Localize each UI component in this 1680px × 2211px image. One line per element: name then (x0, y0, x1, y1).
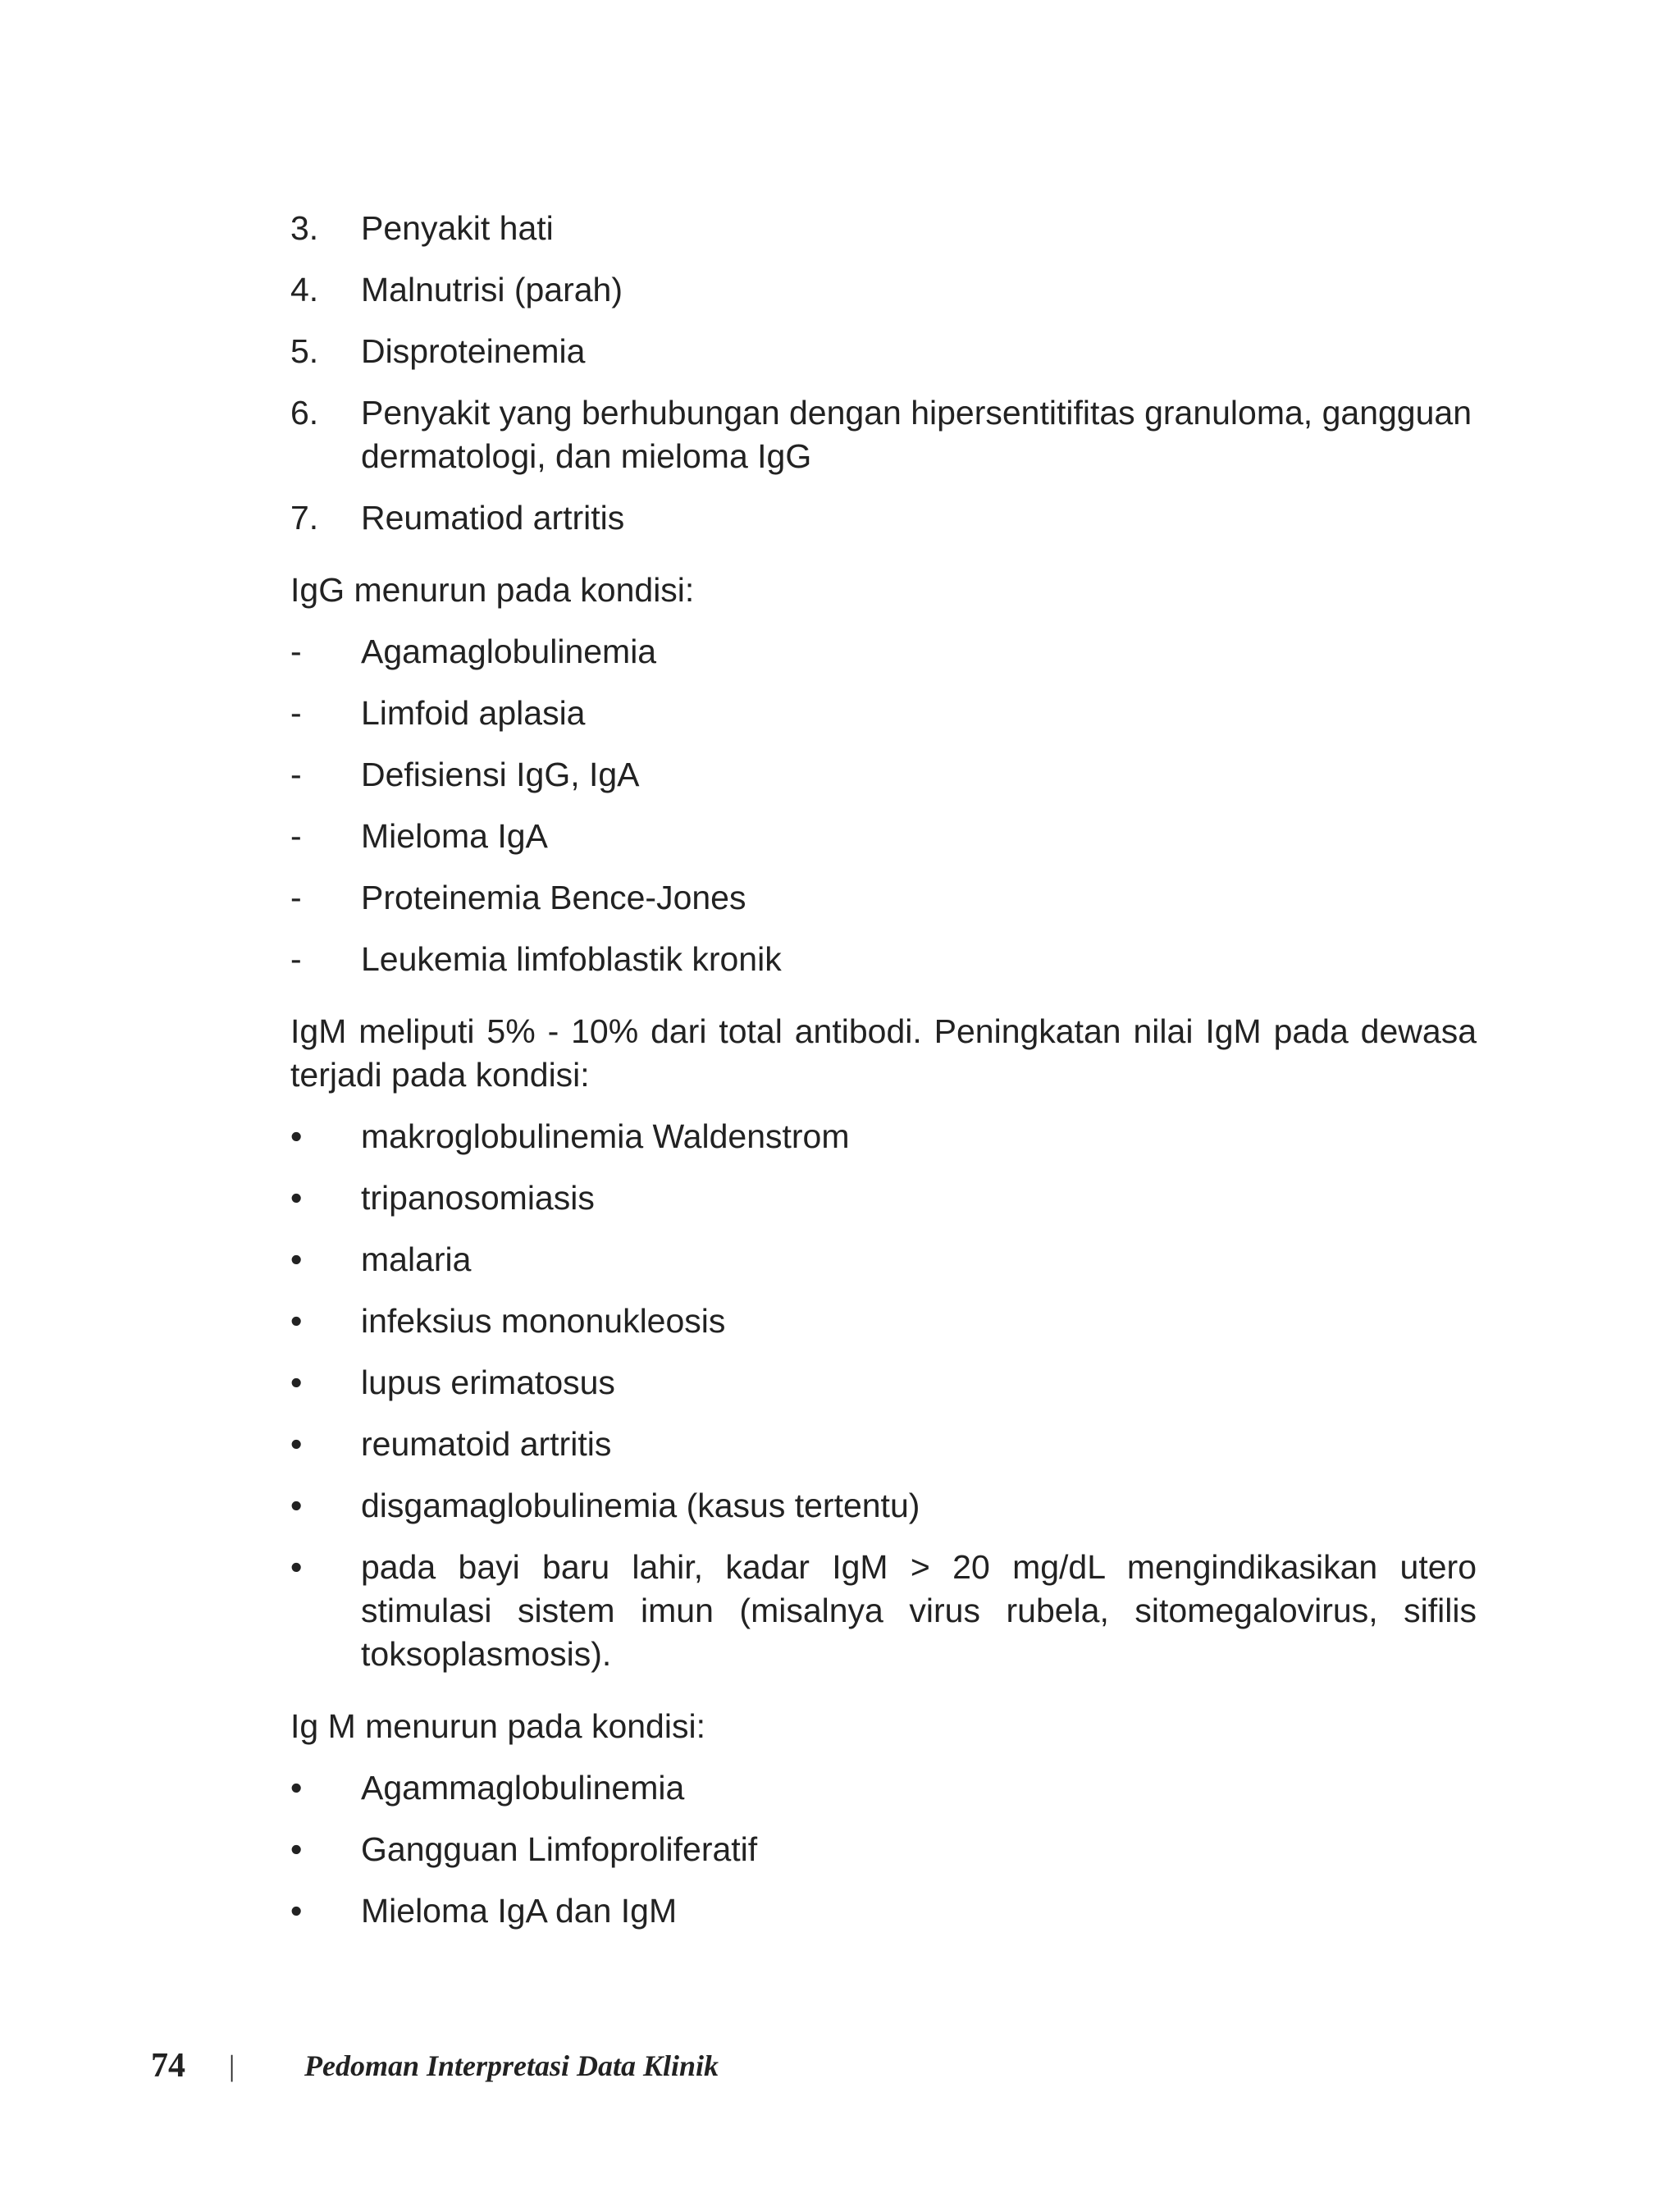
list-item (290, 1361, 1477, 1405)
list-marker: 4. (290, 271, 319, 308)
list-item-text: Disproteinemia (361, 332, 586, 370)
bullet-icon: • (290, 1769, 303, 1807)
list-item (290, 1546, 1477, 1676)
list-item (290, 1766, 1477, 1810)
list-item-text: Reumatiod artritis (361, 499, 625, 537)
list-item-text: Limfoid aplasia (361, 694, 586, 732)
list-item (290, 330, 1477, 373)
list-item-text: malaria (361, 1240, 472, 1278)
numbered-list (290, 207, 1477, 540)
list-item-text: tripanosomiasis (361, 1179, 595, 1217)
list-marker: - (290, 694, 302, 732)
igm-increase-list (290, 1115, 1477, 1676)
list-item (290, 1889, 1477, 1933)
footer-separator: | (229, 2049, 235, 2082)
list-item (290, 1828, 1477, 1871)
list-marker: 7. (290, 499, 319, 537)
list-item-text: Mieloma IgA dan IgM (361, 1892, 678, 1930)
list-marker: - (290, 817, 302, 855)
page-number: 74 (151, 2047, 185, 2085)
list-item (290, 1115, 1477, 1158)
bullet-icon: • (290, 1548, 303, 1586)
igm-decrease-heading: Ig M menurun pada kondisi: (290, 1707, 705, 1745)
list-item-text: lupus erimatosus (361, 1364, 615, 1401)
list-item (290, 630, 1477, 674)
page-footer (151, 2046, 719, 2085)
list-item (290, 692, 1477, 735)
list-marker: - (290, 940, 302, 978)
list-marker: - (290, 879, 302, 916)
list-item-text: infeksius mononukleosis (361, 1302, 726, 1340)
list-item-text: Malnutrisi (parah) (361, 271, 623, 308)
bullet-icon: • (290, 1830, 303, 1868)
igm-increase-heading: IgM meliputi 5% - 10% dari total antibodi. Peningkatan nilai IgM pada dewasa terjadi pada kondisi: (290, 1012, 1477, 1094)
list-item-text: Mieloma IgA (361, 817, 548, 855)
list-item-text: Proteinemia Bence-Jones (361, 879, 746, 916)
book-title: Pedoman Interpretasi Data Klinik (304, 2049, 719, 2082)
list-item-text: Penyakit yang berhubungan dengan hipersentitifitas granuloma, gangguan dermatologi, dan mieloma IgG (361, 394, 1472, 475)
list-item (290, 1238, 1477, 1281)
list-item-text: Leukemia limfoblastik kronik (361, 940, 782, 978)
page-content (290, 207, 1477, 1951)
list-item (290, 753, 1477, 797)
igg-decrease-heading: IgG menurun pada kondisi: (290, 571, 695, 609)
list-item-text: Agammaglobulinemia (361, 1769, 685, 1807)
list-item-text: Agamaglobulinemia (361, 633, 657, 670)
bullet-icon: • (290, 1425, 303, 1463)
list-item (290, 1300, 1477, 1343)
list-item-text: Defisiensi IgG, IgA (361, 756, 640, 793)
list-item (290, 1176, 1477, 1220)
list-marker: 3. (290, 209, 319, 247)
list-marker: - (290, 633, 302, 670)
list-item (290, 268, 1477, 312)
list-marker: 5. (290, 332, 319, 370)
bullet-icon: • (290, 1117, 303, 1155)
igg-decrease-list (290, 630, 1477, 981)
list-item (290, 391, 1477, 478)
list-item-text: reumatoid artritis (361, 1425, 612, 1463)
list-item (290, 815, 1477, 858)
bullet-icon: • (290, 1364, 303, 1401)
igm-decrease-list (290, 1766, 1477, 1933)
list-item (290, 207, 1477, 250)
list-item-text: pada bayi baru lahir, kadar IgM > 20 mg/dL mengindikasikan utero stimulasi sistem imun (misalnya virus rubela, sitomegalovirus, sifilis toksoplasmosis). (361, 1548, 1477, 1673)
bullet-icon: • (290, 1892, 303, 1930)
list-item-text: makroglobulinemia Waldenstrom (361, 1117, 850, 1155)
list-item-text: disgamaglobulinemia (kasus tertentu) (361, 1487, 920, 1524)
list-item-text: Penyakit hati (361, 209, 554, 247)
bullet-icon: • (290, 1179, 303, 1217)
list-marker: 6. (290, 394, 319, 432)
bullet-icon: • (290, 1487, 303, 1524)
bullet-icon: • (290, 1302, 303, 1340)
list-item-text: Gangguan Limfoproliferatif (361, 1830, 758, 1868)
list-item (290, 1423, 1477, 1466)
list-item (290, 938, 1477, 981)
list-item (290, 1484, 1477, 1528)
list-marker: - (290, 756, 302, 793)
list-item (290, 496, 1477, 540)
bullet-icon: • (290, 1240, 303, 1278)
list-item (290, 876, 1477, 920)
